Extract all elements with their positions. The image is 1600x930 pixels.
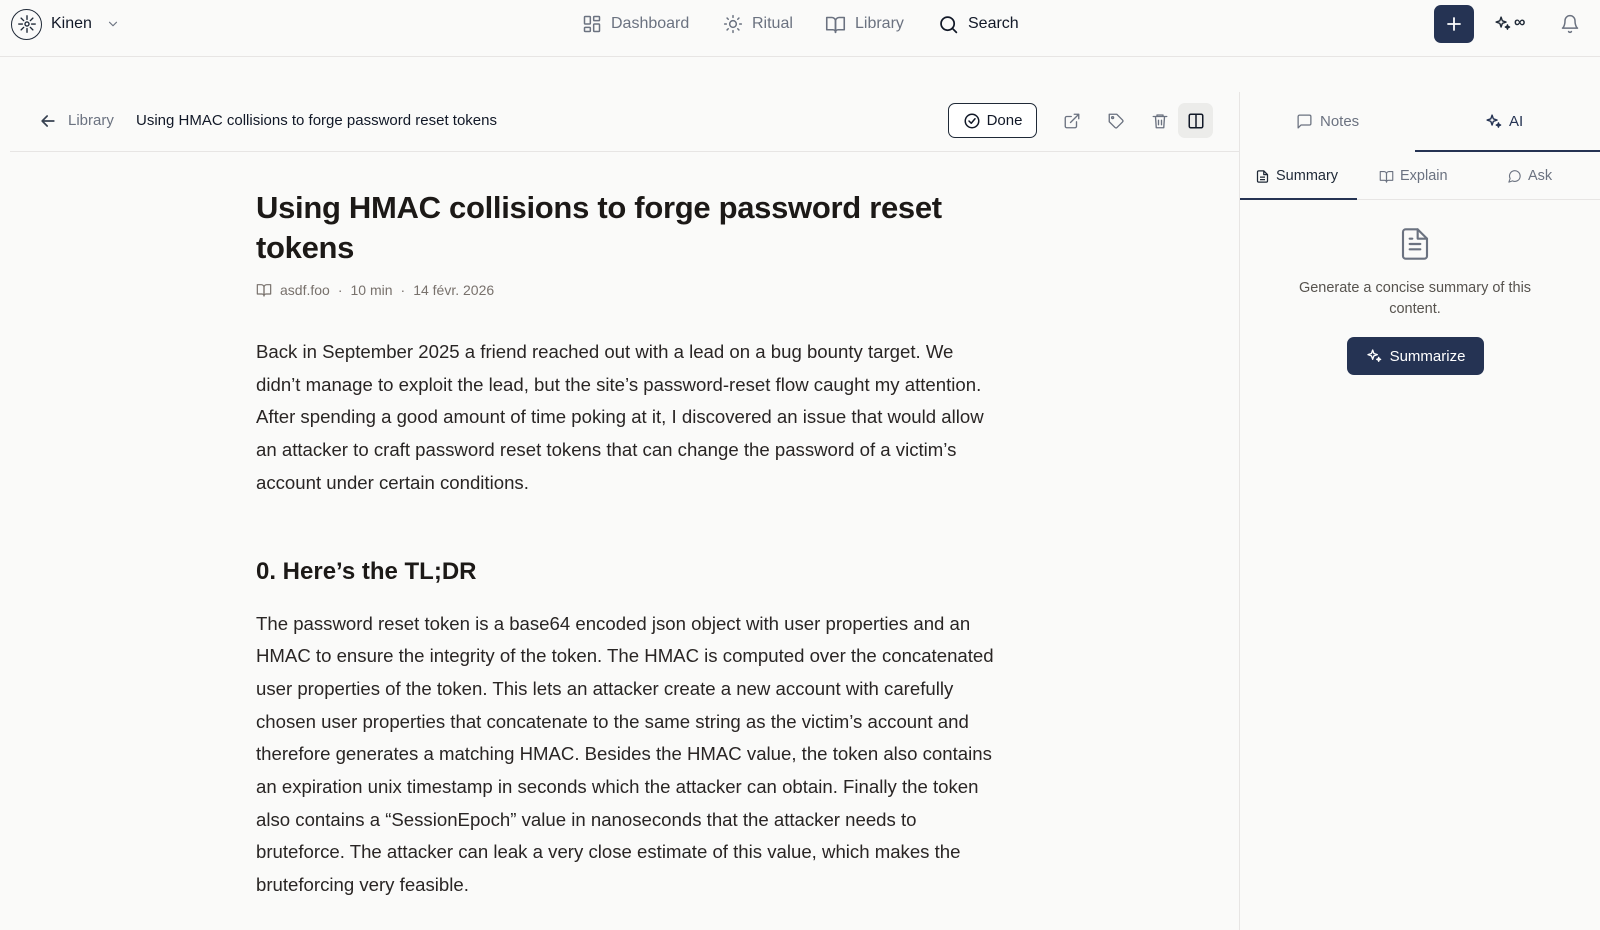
breadcrumb-current: Using HMAC collisions to forge password reset tokens <box>136 112 497 129</box>
book-open-icon <box>256 282 272 298</box>
bell-icon <box>1560 14 1580 34</box>
message-circle-icon <box>1507 169 1522 184</box>
add-button[interactable] <box>1434 5 1474 43</box>
tab-notes-label: Notes <box>1320 113 1360 130</box>
summarize-button[interactable] <box>1347 337 1484 375</box>
article-source: asdf.foo <box>280 282 330 298</box>
sparkles-icon <box>1366 348 1382 364</box>
arrow-left-icon <box>38 111 58 131</box>
done-button[interactable] <box>948 103 1037 138</box>
open-external-button[interactable] <box>1063 112 1081 130</box>
done-label: Done <box>986 112 1023 129</box>
article-heading: 0. Here’s the TL;DR <box>256 557 477 585</box>
trash-icon <box>1151 112 1169 130</box>
document-icon <box>1399 226 1431 267</box>
tab-ai-label: AI <box>1509 113 1524 130</box>
back-button[interactable] <box>38 111 58 131</box>
active-tab-indicator <box>1415 150 1600 152</box>
nav-ritual-label: Ritual <box>752 15 793 32</box>
nav-search[interactable] <box>938 12 1019 36</box>
subtab-summary-label: Summary <box>1276 168 1339 184</box>
file-text-icon <box>1255 169 1270 184</box>
subtab-ask-label: Ask <box>1528 168 1553 184</box>
nav-library-label: Library <box>855 15 904 32</box>
nav-ritual[interactable] <box>723 12 793 36</box>
tag-button[interactable] <box>1107 112 1125 130</box>
subtab-summary[interactable] <box>1255 168 1338 184</box>
check-circle-icon <box>963 112 981 130</box>
meta-separator: · <box>400 282 406 298</box>
article-header <box>10 92 1239 152</box>
tag-icon <box>1107 112 1125 130</box>
article-read-time: 10 min <box>350 282 393 298</box>
ai-sub-tabs <box>1240 154 1600 200</box>
workspace-switcher[interactable] <box>11 8 120 40</box>
tab-notes[interactable] <box>1296 113 1359 130</box>
sparkles-icon <box>1485 113 1502 130</box>
article-title: Using HMAC collisions to forge password reset tokens <box>256 190 942 265</box>
plus-icon <box>1445 15 1463 33</box>
panel-right-icon <box>1187 112 1205 130</box>
search-icon <box>938 14 959 35</box>
side-panel-tabs <box>1240 92 1600 154</box>
ai-credits-button[interactable] <box>1494 14 1525 32</box>
delete-button[interactable] <box>1151 112 1169 130</box>
notifications-button[interactable] <box>1560 14 1580 34</box>
book-open-icon <box>1379 169 1394 184</box>
article-content <box>256 188 996 902</box>
book-open-icon <box>825 14 846 35</box>
summarize-label: Summarize <box>1389 347 1466 365</box>
nav-dashboard[interactable] <box>582 12 689 36</box>
external-link-icon <box>1063 112 1081 130</box>
meta-separator: · <box>337 282 343 298</box>
active-subtab-indicator <box>1240 198 1357 200</box>
subtab-explain-label: Explain <box>1400 168 1448 184</box>
article-meta <box>256 282 996 298</box>
tab-ai[interactable] <box>1485 113 1523 130</box>
panel-divider <box>1239 92 1240 930</box>
subtab-explain[interactable] <box>1379 168 1448 184</box>
chevron-down-icon <box>106 17 120 31</box>
sun-icon <box>723 14 743 34</box>
toggle-side-panel-button[interactable] <box>1178 103 1213 138</box>
ai-credits-value: ∞ <box>1514 14 1526 31</box>
app-logo-icon <box>11 9 42 40</box>
workspace-name: Kinen <box>51 15 92 32</box>
article-paragraph: The password reset token is a base64 encoded json object with user properties and an HMAC to ensure the integrity of the token. The HMAC is computed over the concatenated user properties of the token. This lets an attacker create a new account with carefully chosen user properties that concatenate to the same string as the victim’s account and therefore generates a matching HMAC. Besides the HMAC value, the token also contains an expiration unix timestamp in seconds which the attacker can obtain. Finally the token also contains a “SessionEpoch” value in nanoseconds that the attacker needs to bruteforce. The attacker can leak a very close estimate of this value, which makes the bruteforcing very feasible. <box>256 612 994 896</box>
grid-icon <box>582 14 602 34</box>
summary-empty-text: Generate a concise summary of this content. <box>1298 280 1532 317</box>
breadcrumb-library[interactable]: Library <box>68 112 114 129</box>
article-paragraph: Back in September 2025 a friend reached out with a lead on a bug bounty target. We didn’t manage to exploit the lead, but the site’s password-reset flow caught my attention. After spending a good amount of time poking at it, I discovered an issue that would allow an attacker to craft password reset tokens that can change the password of a victim’s account under certain conditions. <box>256 341 984 493</box>
top-navigation-bar <box>0 0 1600 57</box>
subtab-ask[interactable] <box>1507 168 1552 184</box>
nav-library[interactable] <box>825 12 904 36</box>
nav-dashboard-label: Dashboard <box>611 15 690 32</box>
nav-search-label: Search <box>968 15 1019 32</box>
article-date: 14 févr. 2026 <box>413 282 495 298</box>
sparkles-icon <box>1494 15 1511 32</box>
message-square-icon <box>1296 113 1313 130</box>
